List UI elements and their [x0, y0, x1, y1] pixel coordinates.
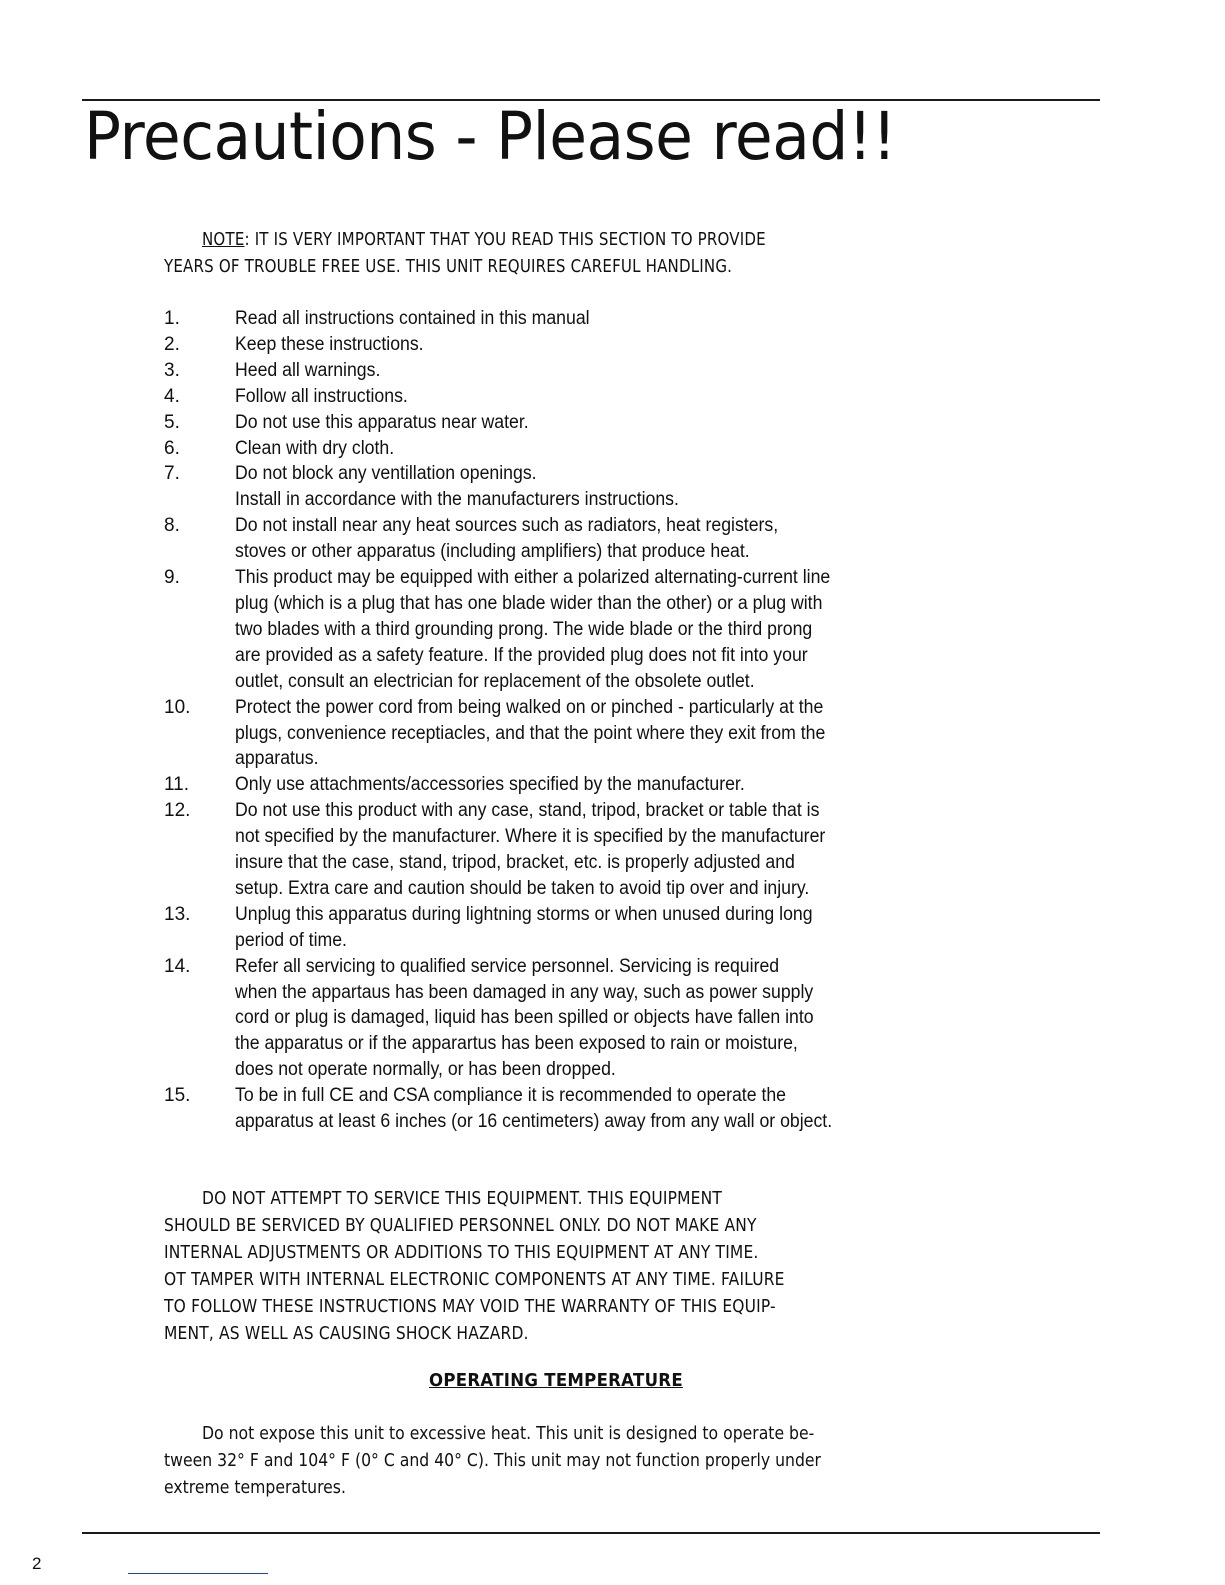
- list-item-text: not specified by the manufacturer. Where it is specified by the manufacturer: [235, 826, 826, 848]
- list-item-text: setup. Extra care and caution should be taken to avoid tip over and injury.: [235, 877, 810, 899]
- list-item-text: the apparatus or if the apparartus has been exposed to rain or moisture,: [235, 1033, 798, 1055]
- list-item-number: 7.: [164, 463, 180, 485]
- list-item-text: period of time.: [235, 929, 347, 951]
- warning-line: DO NOT ATTEMPT TO SERVICE THIS EQUIPMENT. THIS EQUIPMENT: [202, 1188, 722, 1209]
- page-title: Precautions - Please read!!: [84, 98, 897, 175]
- list-item-text: insure that the case, stand, tripod, bracket, etc. is properly adjusted and: [235, 852, 795, 874]
- list-item-text: does not operate normally, or has been dropped.: [235, 1059, 616, 1081]
- list-item-text: plug (which is a plug that has one blade wider than the other) or a plug with: [235, 592, 823, 614]
- warning-line: MENT, AS WELL AS CAUSING SHOCK HAZARD.: [164, 1323, 529, 1344]
- list-item: [164, 358, 877, 384]
- list-item-text: when the appartaus has been damaged in any way, such as power supply: [235, 981, 814, 1003]
- note-label: NOTE: [202, 230, 245, 250]
- list-item-number: 1.: [164, 308, 180, 329]
- list-item-text: cord or plug is damaged, liquid has been spilled or objects have fallen into: [235, 1007, 814, 1029]
- list-item: [164, 513, 877, 565]
- list-item-number: 6.: [164, 437, 180, 459]
- list-item: [164, 902, 877, 954]
- list-item-number: 3.: [164, 359, 180, 381]
- page-number: 2: [32, 1554, 42, 1573]
- precaution-list: [164, 306, 877, 1135]
- note-line-1-text: : IT IS VERY IMPORTANT THAT YOU READ THIS SECTION TO PROVIDE: [244, 230, 766, 250]
- list-item-text: Install in accordance with the manufacturers instructions.: [235, 489, 679, 511]
- list-item-text: Do not use this product with any case, stand, tripod, bracket or table that is: [235, 800, 820, 822]
- list-item-number: 13.: [164, 903, 191, 925]
- temperature-line-1: Do not expose this unit to excessive heat. This unit is designed to operate be-: [202, 1423, 815, 1444]
- list-item: [164, 772, 877, 798]
- list-item-number: 12.: [164, 800, 191, 822]
- list-item-number: 15.: [164, 1085, 191, 1107]
- list-item-text: Only use attachments/accessories specified by the manufacturer.: [235, 774, 745, 796]
- list-item-text: Refer all servicing to qualified service personnel. Servicing is required: [235, 955, 780, 977]
- note-line-2: YEARS OF TROUBLE FREE USE. THIS UNIT REQUIRES CAREFUL HANDLING.: [164, 257, 733, 277]
- list-item-text: Follow all instructions.: [235, 385, 408, 407]
- list-item-text: two blades with a third grounding prong. The wide blade or the third prong: [235, 618, 813, 640]
- list-item-text: outlet, consult an electrician for replacement of the obsolete outlet.: [235, 670, 755, 692]
- list-item-number: 5.: [164, 411, 180, 433]
- list-item-text: Keep these instructions.: [235, 333, 424, 355]
- list-item-text: Heed all warnings.: [235, 359, 381, 381]
- warning-line: SHOULD BE SERVICED BY QUALIFIED PERSONNEL ONLY. DO NOT MAKE ANY: [164, 1215, 757, 1236]
- list-item-text: Do not block any ventillation openings.: [235, 463, 537, 485]
- warning-line: TO FOLLOW THESE INSTRUCTIONS MAY VOID THE WARRANTY OF THIS EQUIP-: [164, 1296, 776, 1317]
- list-item-number: 9.: [164, 567, 180, 589]
- list-item-text: Clean with dry cloth.: [235, 437, 395, 459]
- list-item-number: 8.: [164, 515, 180, 537]
- list-item: [164, 461, 877, 513]
- list-item: [164, 565, 877, 695]
- list-item-text: plugs, convenience receptiacles, and that the point where they exit from the: [235, 722, 826, 744]
- list-item: [164, 695, 877, 773]
- list-item: [164, 332, 877, 358]
- list-item: [164, 410, 877, 436]
- list-item-text: Protect the power cord from being walked on or pinched - particularly at the: [235, 696, 824, 718]
- list-item-text: stoves or other apparatus (including amplifiers) that produce heat.: [235, 541, 750, 563]
- list-item-number: 10.: [164, 696, 191, 718]
- list-item-number: 4.: [164, 385, 180, 407]
- list-item-number: 14.: [164, 955, 191, 977]
- list-item-text: Do not use this apparatus near water.: [235, 411, 529, 433]
- warning-line: OT TAMPER WITH INTERNAL ELECTRONIC COMPONENTS AT ANY TIME. FAILURE: [164, 1269, 785, 1290]
- list-item: [164, 1083, 877, 1135]
- operating-temperature-heading: OPERATING TEMPERATURE: [429, 1370, 683, 1391]
- list-item: [164, 306, 877, 332]
- list-item-text: are provided as a safety feature. If the provided plug does not fit into your: [235, 644, 808, 666]
- list-item-text: Unplug this apparatus during lightning storms or when unused during long: [235, 903, 813, 925]
- warning-line: INTERNAL ADJUSTMENTS OR ADDITIONS TO THIS EQUIPMENT AT ANY TIME.: [164, 1242, 759, 1263]
- temperature-line-2: tween 32° F and 104° F (0° C and 40° C). This unit may not function properly under: [164, 1450, 821, 1471]
- list-item: [164, 436, 877, 462]
- list-item: [164, 384, 877, 410]
- list-item-text: apparatus.: [235, 748, 319, 770]
- list-item-text: apparatus at least 6 inches (or 16 centimeters) away from any wall or object.: [235, 1111, 833, 1133]
- list-item-text: This product may be equipped with either a polarized alternating-current line: [235, 567, 831, 589]
- list-item-text: Read all instructions contained in this manual: [235, 308, 590, 329]
- blue-underline-mark: [128, 1573, 268, 1574]
- list-item-number: 2.: [164, 333, 180, 355]
- temperature-line-3: extreme temperatures.: [164, 1477, 346, 1498]
- list-item-number: 11.: [164, 774, 190, 796]
- list-item-text: Do not install near any heat sources such as radiators, heat registers,: [235, 515, 779, 537]
- list-item: [164, 798, 877, 902]
- list-item-text: To be in full CE and CSA compliance it is recommended to operate the: [235, 1085, 787, 1107]
- note-line-1: [202, 230, 766, 250]
- bottom-rule: [82, 1532, 1100, 1534]
- list-item: [164, 954, 877, 1084]
